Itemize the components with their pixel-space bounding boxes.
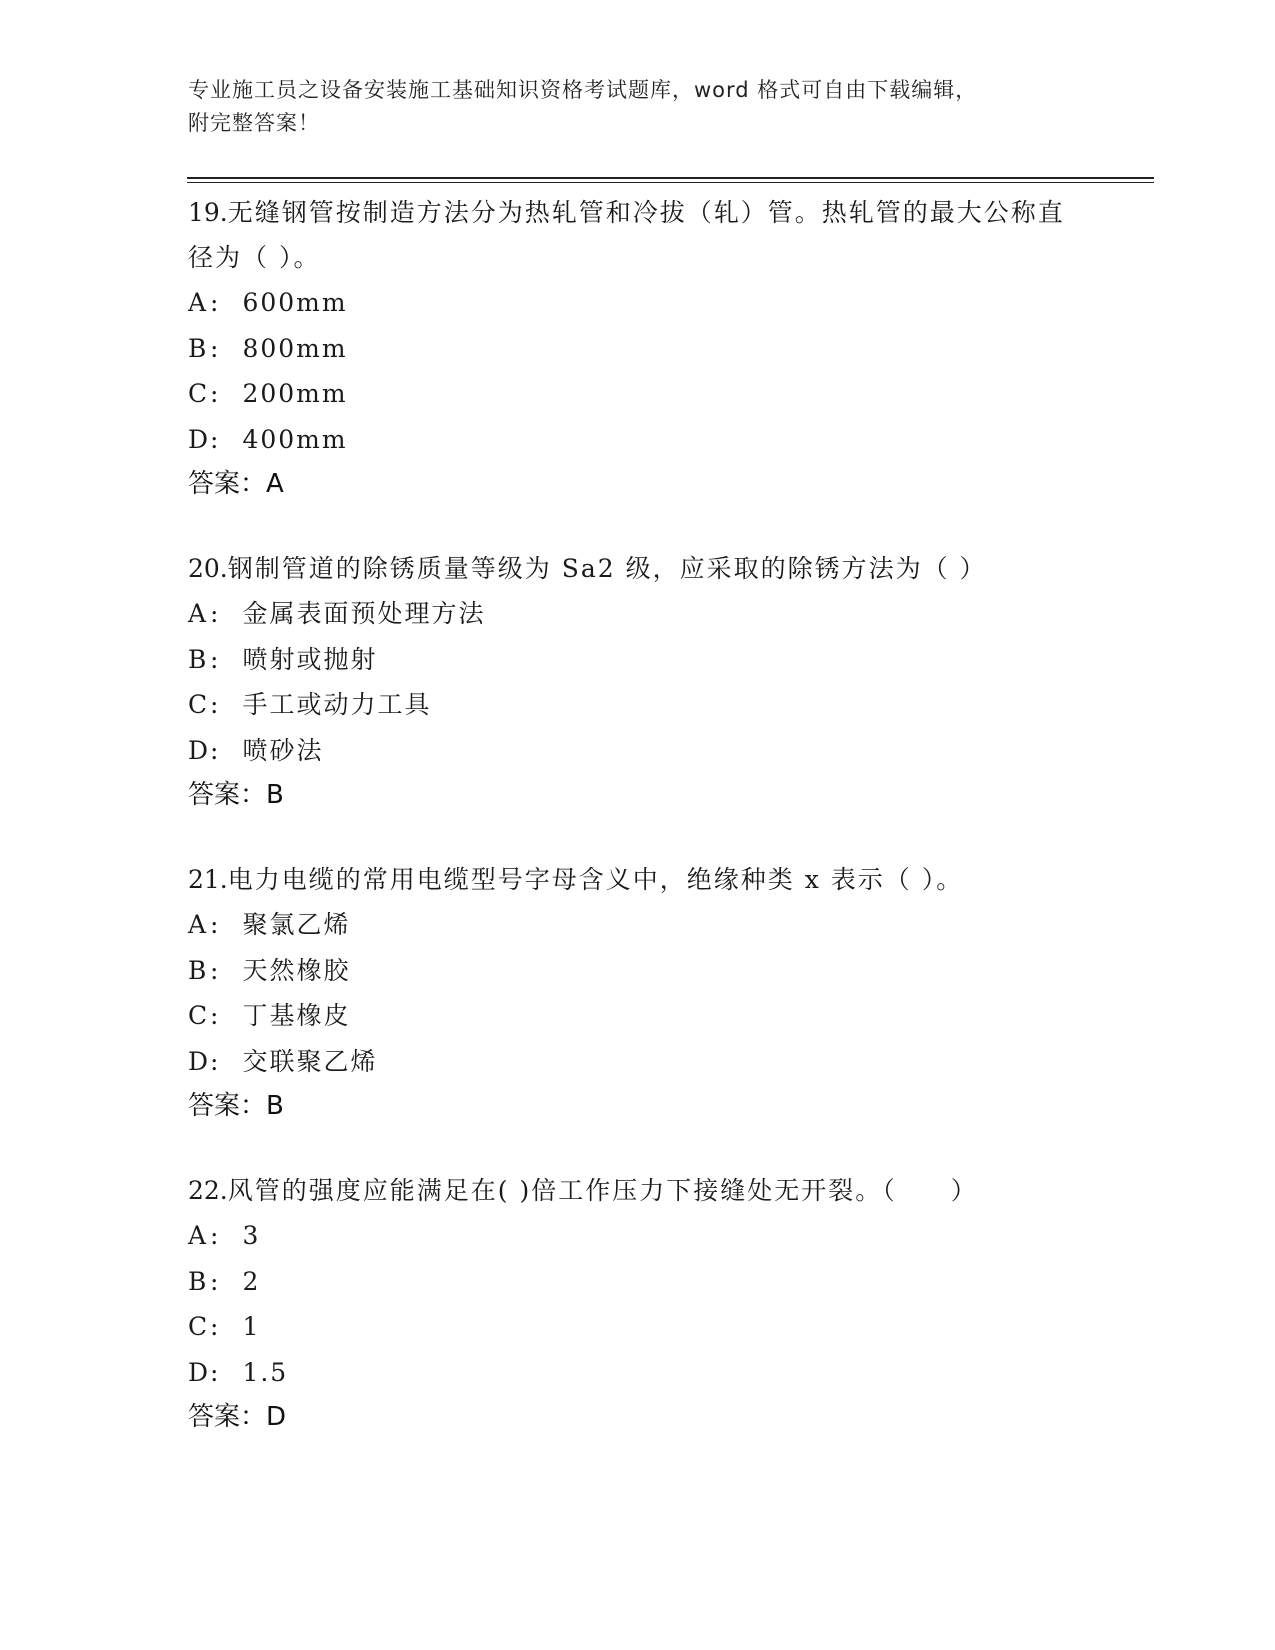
option-letter: D [188,735,209,765]
question-19 [188,190,1088,506]
option-letter: D [188,1046,209,1076]
option-text: 2 [242,1266,261,1296]
option-separator: : [210,1046,221,1076]
option-c [188,371,1088,417]
question-stem [188,857,1088,902]
option-separator: : [210,1001,221,1030]
option-text: 手工或动力工具 [242,690,432,719]
option-letter: C [188,379,208,408]
option-d [188,728,1088,774]
option-separator: : [210,1221,221,1250]
option-separator: : [210,288,221,317]
option-c [188,682,1088,728]
option-letter: A [188,288,207,317]
option-separator: : [210,424,221,454]
question-list [188,190,1088,1479]
option-separator: : [210,1266,221,1296]
question-number: 19. [188,198,228,227]
question-20 [188,546,1088,817]
option-separator: : [210,735,221,765]
answer-line: 答案：B [188,1091,284,1121]
option-separator: : [210,955,221,985]
option-separator: : [210,599,221,628]
option-text: 交联聚乙烯 [242,1046,378,1076]
option-letter: B [188,644,207,674]
option-text: 3 [242,1221,261,1250]
question-number: 22. [188,1176,228,1205]
question-text: 风管的强度应能满足在( )倍工作压力下接缝处无开裂。（ ） [227,1176,978,1205]
option-text: 1.5 [242,1357,289,1387]
option-letter: C [188,1312,208,1341]
question-22 [188,1168,1088,1439]
option-letter: B [188,955,207,985]
option-a [188,591,1088,637]
option-letter: B [188,1266,207,1296]
option-separator: : [210,379,221,408]
header-divider-thin [187,182,1154,183]
option-letter: D [188,424,209,454]
option-letter: C [188,1001,208,1030]
option-text: 600mm [242,288,348,317]
option-letter: C [188,690,208,719]
question-stem [188,546,1088,591]
option-separator: : [210,690,221,719]
option-text: 200mm [242,379,348,408]
option-text: 400mm [242,424,348,454]
option-letter: D [188,1357,209,1387]
header-line-2: 附完整答案！ [188,111,320,135]
option-letter: B [188,333,207,363]
option-separator: : [210,1312,221,1341]
header-divider-thick [187,177,1154,179]
option-b [188,637,1088,683]
answer-line: 答案：B [188,780,284,810]
option-d [188,1039,1088,1085]
option-text: 丁基橡皮 [242,1001,351,1030]
option-separator: : [210,644,221,674]
option-a [188,902,1088,948]
option-a [188,280,1088,326]
option-separator: : [210,1357,221,1387]
question-stem [188,190,1088,280]
question-number: 21. [188,865,228,894]
question-text: 钢制管道的除锈质量等级为 Sa2 级，应采取的除锈方法为（ ） [227,554,987,583]
option-text: 金属表面预处理方法 [242,599,486,628]
option-text: 天然橡胶 [242,955,351,985]
option-text: 喷射或抛射 [242,644,378,674]
option-b [188,1259,1088,1305]
answer-line: 答案：D [188,1402,287,1432]
option-d [188,1350,1088,1396]
question-number: 20. [188,554,228,583]
document-header [188,74,1088,140]
question-text: 电力电缆的常用电缆型号字母含义中，绝缘种类 x 表示（ ）。 [227,865,964,894]
option-letter: A [188,1221,207,1250]
option-d [188,417,1088,463]
answer-line: 答案：A [188,469,284,499]
option-text: 喷砂法 [242,735,324,765]
option-c [188,993,1088,1039]
option-text: 1 [242,1312,261,1341]
option-separator: : [210,333,221,363]
option-text: 800mm [242,333,348,363]
option-separator: : [210,910,221,939]
option-c [188,1304,1088,1350]
question-21 [188,857,1088,1128]
question-stem [188,1168,1088,1213]
option-b [188,948,1088,994]
option-text: 聚氯乙烯 [242,910,351,939]
option-a [188,1213,1088,1259]
header-line-1: 专业施工员之设备安装施工基础知识资格考试题库，word 格式可自由下载编辑， [188,78,978,102]
option-letter: A [188,599,207,628]
question-text: 无缝钢管按制造方法分为热轧管和冷拔（轧）管。热轧管的最大公称直径为（ ）。 [188,198,1065,272]
option-b [188,326,1088,372]
option-letter: A [188,910,207,939]
